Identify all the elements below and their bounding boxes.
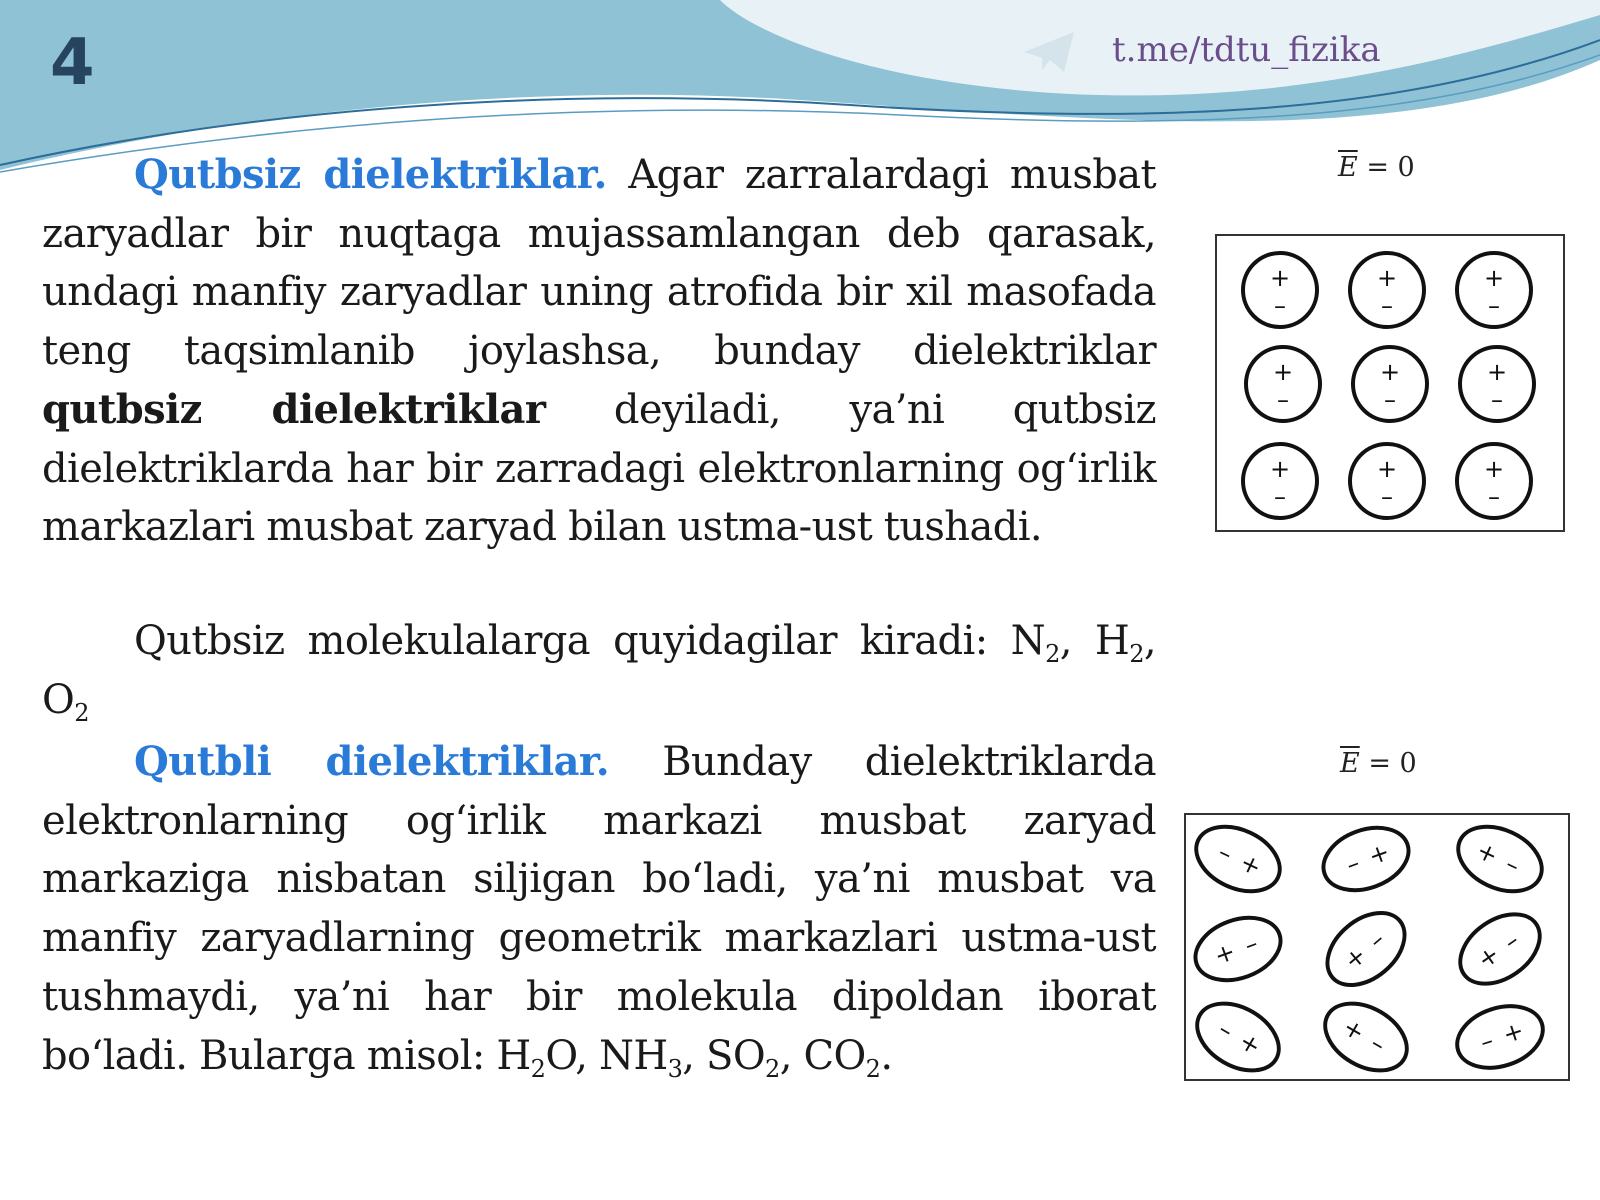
svg-text:–: –: [1498, 926, 1525, 956]
nonpolar-examples: [42, 612, 1156, 729]
nonpolar-heading: Qutbsiz dielektriklar.: [134, 151, 607, 198]
nonpolar-molecule: [1350, 444, 1424, 518]
svg-text:–: –: [1213, 1014, 1239, 1046]
nonpolar-molecule: [1350, 253, 1424, 327]
polar-molecule: [1185, 990, 1290, 1081]
polar-molecule: [1187, 907, 1290, 992]
formula: $NH_3$,: [598, 1032, 707, 1083]
polar-molecule: [1186, 814, 1290, 904]
formula: $CO_2$.: [803, 1032, 893, 1083]
formula: $SO_2$,: [706, 1032, 804, 1083]
svg-text:+: +: [1472, 836, 1503, 871]
svg-text:+: +: [1472, 939, 1505, 975]
svg-text:+: +: [1483, 455, 1505, 483]
svg-text:–: –: [1274, 292, 1286, 320]
telegram-plane-icon: [1020, 28, 1080, 78]
nonpolar-molecule: [1243, 444, 1317, 518]
svg-text:+: +: [1210, 937, 1240, 971]
polar-paragraph: [42, 733, 1156, 1085]
nonpolar-text-part2: deyiladi, ya’ni qutbsiz dielektriklarda har bir zarradagi elektronlarning og‘irlik markazlari musbat zaryad bilan ustma-ust tushadi.: [42, 386, 1156, 551]
polar-text: Bunday dielektriklarda elektronlarning og‘irlik markazi musbat zaryad markaziga nisbatan siljigan bo‘ladi, ya’ni musbat va manfiy zaryadlarning geometrik markazlari ustma-ust tushmaydi, ya’ni har bir molekula dipoldan iborat bo‘ladi. Bularga misol:: [42, 739, 1156, 1079]
nonpolar-text-part1: Agar zarralardagi musbat zaryadlar bir nuqtaga mujassamlangan deb qarasak, undagi manfiy zaryadlar uning atrofida bir xil masofada teng taqsimlanib joylashsa, bunday dielektriklar: [42, 152, 1156, 375]
svg-text:–: –: [1213, 837, 1237, 869]
nonpolar-paragraph: [42, 146, 1156, 557]
svg-text:+: +: [1379, 358, 1401, 386]
svg-text:–: –: [1476, 1026, 1497, 1057]
svg-text:–: –: [1342, 848, 1364, 879]
nonpolar-molecule: [1460, 347, 1534, 421]
svg-text:+: +: [1338, 940, 1372, 976]
slide-number: 4: [50, 26, 93, 100]
svg-text:+: +: [1483, 264, 1505, 292]
svg-text:+: +: [1269, 264, 1291, 292]
formula: $N_2$,: [1010, 618, 1095, 668]
channel-link[interactable]: t.me/tdtu_fizika: [1112, 30, 1381, 70]
svg-text:+: +: [1376, 264, 1398, 292]
nonpolar-molecule: [1353, 347, 1427, 421]
formula: $O_2$: [42, 676, 89, 727]
svg-text:–: –: [1384, 386, 1396, 414]
nonpolar-bold-term: qutbsiz dielektriklar: [42, 385, 546, 433]
svg-text:+: +: [1486, 358, 1508, 386]
nonpolar-molecule: [1246, 347, 1320, 421]
field-label-nonpolar: $\overline{E} = 0$: [1338, 152, 1415, 183]
nonpolar-molecule: [1457, 444, 1531, 518]
nonpolar-examples-intro: Qutbsiz molekulalarga quyidagilar kiradi:: [134, 618, 1011, 664]
svg-text:–: –: [1277, 386, 1289, 414]
nonpolar-molecule: [1243, 253, 1317, 327]
formula: $H_2O$,: [496, 1032, 599, 1083]
svg-text:–: –: [1491, 386, 1503, 414]
svg-text:+: +: [1269, 455, 1291, 483]
field-label-polar: $\overline{E} = 0$: [1340, 748, 1417, 779]
svg-text:+: +: [1272, 358, 1294, 386]
svg-text:+: +: [1364, 837, 1394, 871]
svg-text:–: –: [1501, 849, 1525, 881]
polar-molecule: [1315, 817, 1418, 902]
polar-molecule: [1447, 900, 1552, 998]
polar-heading: Qutbli dielektriklar.: [134, 738, 610, 785]
svg-text:+: +: [1376, 455, 1398, 483]
svg-text:–: –: [1363, 925, 1391, 955]
svg-text:–: –: [1381, 483, 1393, 511]
formula: $H_2$,: [1094, 618, 1157, 668]
nonpolar-molecule: [1457, 253, 1531, 327]
polar-molecules-diagram: [1184, 813, 1570, 1081]
polar-molecule: [1313, 990, 1418, 1081]
svg-text:–: –: [1381, 292, 1393, 320]
svg-text:+: +: [1338, 1012, 1370, 1048]
polar-molecule: [1449, 996, 1551, 1078]
svg-text:–: –: [1488, 292, 1500, 320]
svg-text:+: +: [1234, 1026, 1266, 1062]
svg-text:–: –: [1240, 929, 1262, 960]
svg-text:–: –: [1488, 483, 1500, 511]
svg-text:–: –: [1365, 1028, 1391, 1060]
polar-molecule: [1448, 814, 1552, 904]
svg-text:+: +: [1235, 847, 1266, 882]
svg-text:+: +: [1499, 1016, 1528, 1050]
polar-molecule: [1314, 899, 1419, 1000]
svg-text:–: –: [1274, 483, 1286, 511]
nonpolar-molecules-diagram: [1215, 234, 1565, 532]
